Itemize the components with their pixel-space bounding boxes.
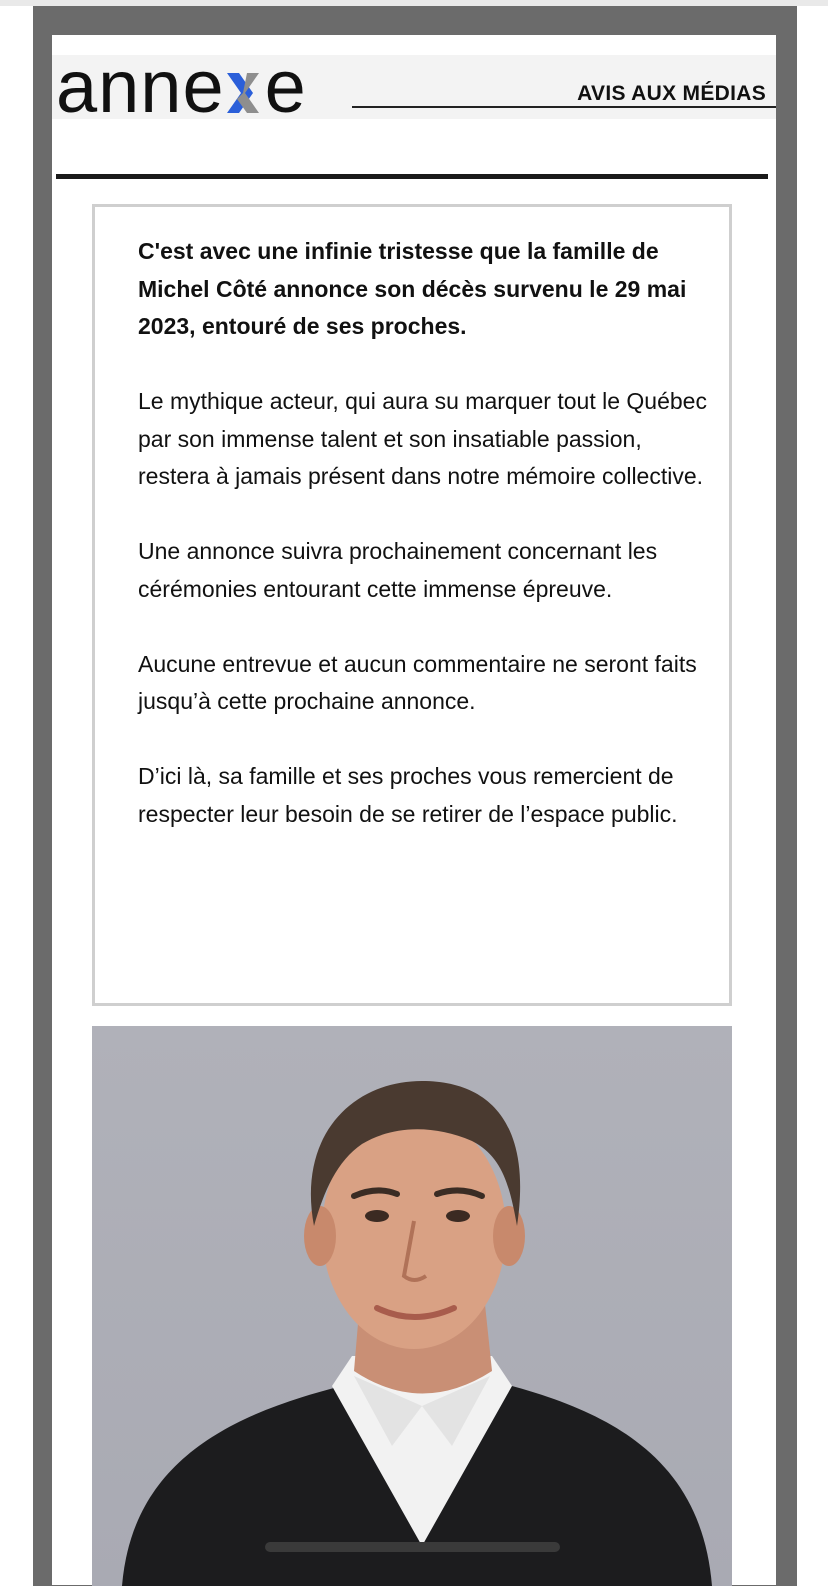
annexe-logo [56,45,307,128]
announcement-paragraph: D’ici là, sa famille et ses proches vous remercient de respecter leur besoin de se retirer de l’espace public. [138,763,678,827]
logo-x-icon [225,51,265,123]
announcement-box [92,204,732,1006]
header-banner [52,45,776,128]
logo-text-prefix: anne [56,45,225,128]
announcement-paragraph: Le mythique acteur, qui aura su marquer tout le Québec par son immense talent et son insatiable passion, restera à jamais présent dans notre mémoire collective. [138,388,707,489]
announcement-paragraph: Aucune entrevue et aucun commentaire ne seront faits jusqu’à cette prochaine annonce. [138,650,697,714]
header-rule [352,106,776,108]
portrait-photo [92,1026,732,1586]
announcement-paragraph: Une annonce suivra prochainement concernant les cérémonies entourant cette immense épreuve. [138,538,658,602]
logo-text-suffix: e [264,45,307,128]
section-divider [56,174,768,179]
press-release-page [52,35,776,1585]
portrait-illustration [92,1026,732,1586]
announcement-lead: C'est avec une infinie tristesse que la famille de Michel Côté annonce son décès survenu le 29 mai 2023, entouré de ses proches. [138,238,687,339]
home-indicator[interactable] [265,1542,560,1552]
media-notice-label: AVIS AUX MÉDIAS [577,82,766,105]
